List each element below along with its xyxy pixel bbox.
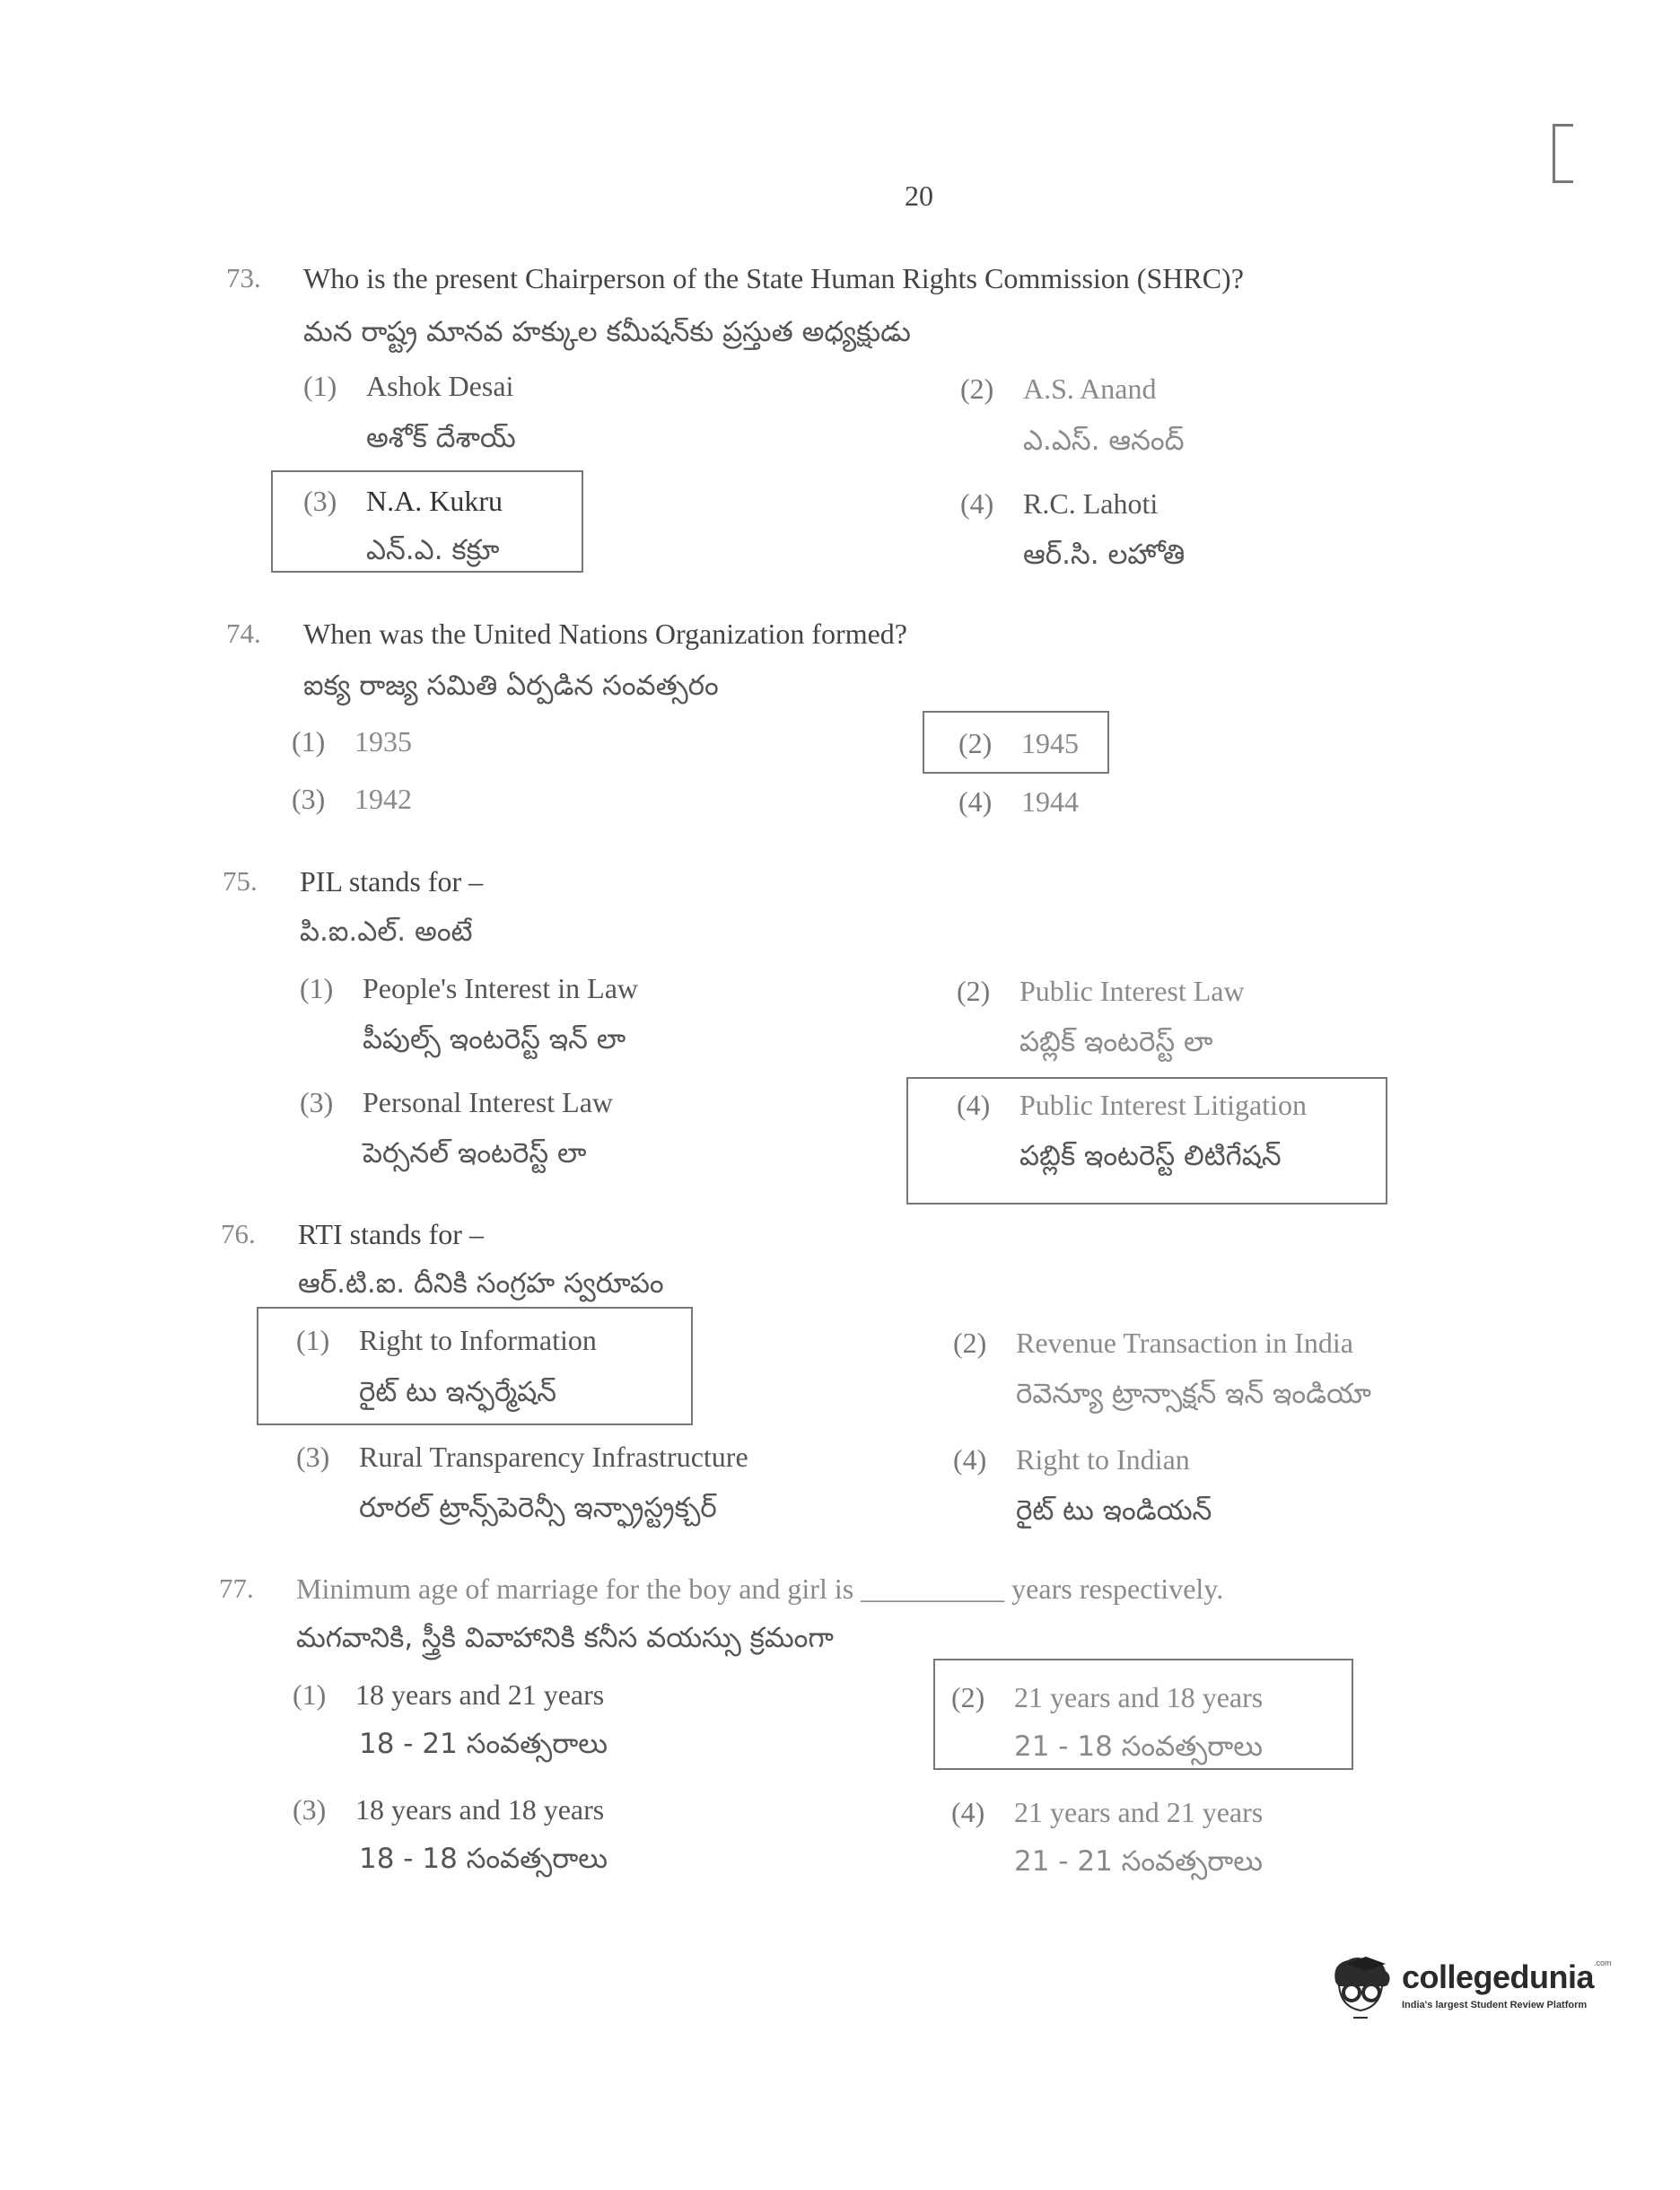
question-number: 74. — [226, 618, 261, 649]
option-2[interactable] — [960, 372, 1156, 406]
option-text: R.C. Lahoti — [1023, 487, 1159, 520]
option-text: N.A. Kukru — [366, 485, 503, 517]
logo-name: collegedunia — [1402, 1958, 1595, 1995]
option-3[interactable] — [300, 1086, 613, 1119]
option-text: 18 years and 21 years — [355, 1678, 605, 1711]
option-number: (2) — [951, 1681, 985, 1713]
collegedunia-logo[interactable] — [1326, 1955, 1612, 2019]
option-number: (3) — [296, 1441, 330, 1473]
option-2-telugu: పబ్లిక్ ఇంటరెస్ట్ లా — [1019, 1026, 1213, 1058]
option-number: (3) — [292, 783, 326, 815]
option-3[interactable] — [296, 1441, 748, 1474]
option-2[interactable] — [958, 727, 1079, 760]
option-text: Ashok Desai — [366, 370, 514, 402]
option-1-telugu: రైట్ టు ఇన్ఫర్మేషన్ — [359, 1376, 556, 1408]
option-1[interactable] — [293, 1678, 604, 1712]
question-text-telugu: పి.ఐ.ఎల్. అంటే — [300, 915, 473, 948]
option-number: (1) — [292, 725, 326, 758]
option-2[interactable] — [951, 1681, 1263, 1714]
option-text: A.S. Anand — [1023, 372, 1157, 405]
option-3[interactable] — [293, 1793, 604, 1826]
option-number: (4) — [960, 487, 994, 520]
option-number: (1) — [300, 972, 334, 1004]
option-2[interactable] — [953, 1327, 1353, 1360]
option-4[interactable] — [951, 1796, 1263, 1829]
option-text: 1935 — [354, 725, 412, 758]
option-2-telugu: 21 - 18 సంవత్సరాలు — [1014, 1730, 1263, 1763]
option-1[interactable] — [303, 370, 513, 403]
option-text: 1942 — [354, 783, 412, 815]
option-number: (3) — [303, 485, 337, 517]
option-text: Personal Interest Law — [363, 1086, 614, 1118]
option-3-telugu: పెర్సనల్ ఇంటరెస్ట్ లా — [363, 1137, 587, 1169]
option-text: 1944 — [1021, 785, 1079, 818]
student-mascot-icon — [1326, 1955, 1396, 2019]
option-3-telugu: రూరల్ ట్రాన్స్‌పెరెన్సీ ఇన్ఫ్రాస్ట్రక్చర్ — [359, 1492, 717, 1524]
option-4-telugu: పబ్లిక్ ఇంటరెస్ట్ లిటిగేషన్ — [1019, 1140, 1282, 1172]
question-text-telugu: ఐక్య రాజ్య సమితి ఏర్పడిన సంవత్సరం — [303, 670, 719, 702]
question-text: PIL stands for – — [300, 865, 484, 898]
page-number: 20 — [905, 180, 933, 212]
question-text-telugu: మన రాష్ట్ర మానవ హక్కుల కమీషన్‌కు ప్రస్తుత అధ్యక్షుడు — [303, 316, 911, 348]
option-3[interactable] — [292, 783, 412, 816]
question-text: RTI stands for – — [298, 1218, 484, 1250]
option-number: (4) — [958, 785, 993, 818]
option-number: (4) — [951, 1796, 985, 1828]
option-3[interactable] — [303, 485, 503, 518]
option-number: (3) — [300, 1086, 334, 1118]
question-text-telugu: ఆర్.టి.ఐ. దీనికి సంగ్రహ స్వరూపం — [298, 1267, 664, 1300]
question-number: 76. — [221, 1218, 256, 1249]
option-4[interactable] — [957, 1089, 1307, 1122]
option-number: (4) — [957, 1089, 991, 1121]
question-text-telugu: మగవానికి, స్త్రీకి వివాహానికి కనీస వయస్సు క్రమంగా — [296, 1622, 834, 1654]
option-text: People's Interest in Law — [363, 972, 639, 1004]
option-number: (1) — [293, 1678, 327, 1711]
option-3-telugu: ఎన్.ఎ. కక్రూ — [366, 534, 500, 566]
option-4[interactable] — [953, 1443, 1190, 1476]
scan-edge-mark — [1553, 124, 1573, 183]
option-1-telugu: పీపుల్స్ ఇంటరెస్ట్ ఇన్ లా — [363, 1023, 626, 1056]
logo-suffix: .com — [1594, 1958, 1612, 1967]
option-2-telugu: ఎ.ఎస్. ఆనంద్ — [1023, 425, 1185, 457]
option-1[interactable] — [292, 725, 412, 758]
question-text: When was the United Nations Organization formed? — [303, 618, 907, 650]
option-1[interactable] — [296, 1324, 597, 1357]
option-4-telugu: 21 - 21 సంవత్సరాలు — [1014, 1845, 1263, 1878]
option-text: 21 years and 18 years — [1014, 1681, 1264, 1713]
option-number: (4) — [953, 1443, 987, 1476]
option-text: Right to Indian — [1016, 1443, 1190, 1476]
option-4-telugu: రైట్ టు ఇండియన్ — [1016, 1494, 1212, 1527]
option-text: Public Interest Litigation — [1019, 1089, 1307, 1121]
option-4[interactable] — [958, 785, 1079, 819]
logo-tagline: India's largest Student Review Platform — [1402, 2000, 1588, 2010]
option-1-telugu: 18 - 21 సంవత్సరాలు — [359, 1728, 608, 1760]
option-text: 1945 — [1021, 727, 1079, 759]
question-number: 73. — [226, 262, 261, 293]
question-number: 77. — [219, 1572, 254, 1604]
question-number: 75. — [223, 865, 258, 897]
question-text: Minimum age of marriage for the boy and girl is __________ years respectively. — [296, 1572, 1224, 1605]
option-text: Right to Information — [359, 1324, 597, 1356]
option-number: (2) — [953, 1327, 987, 1359]
option-text: Revenue Transaction in India — [1016, 1327, 1353, 1359]
option-number: (2) — [960, 372, 994, 405]
option-1[interactable] — [300, 972, 638, 1005]
option-text: 18 years and 18 years — [355, 1793, 605, 1826]
option-text: 21 years and 21 years — [1014, 1796, 1264, 1828]
option-4[interactable] — [960, 487, 1158, 521]
option-2[interactable] — [957, 975, 1245, 1008]
option-number: (1) — [303, 370, 337, 402]
option-number: (2) — [958, 727, 993, 759]
option-1-telugu: అశోక్ దేశాయ్ — [366, 422, 516, 454]
option-2-telugu: రెవెన్యూ ట్రాన్సాక్షన్ ఇన్ ఇండియా — [1016, 1378, 1371, 1410]
question-text: Who is the present Chairperson of the State Human Rights Commission (SHRC)? — [303, 262, 1244, 294]
option-text: Public Interest Law — [1019, 975, 1245, 1007]
option-number: (3) — [293, 1793, 327, 1826]
option-number: (1) — [296, 1324, 330, 1356]
option-3-telugu: 18 - 18 సంవత్సరాలు — [359, 1843, 608, 1875]
option-number: (2) — [957, 975, 991, 1007]
option-4-telugu: ఆర్.సి. లహోతి — [1023, 539, 1186, 571]
option-text: Rural Transparency Infrastructure — [359, 1441, 748, 1473]
